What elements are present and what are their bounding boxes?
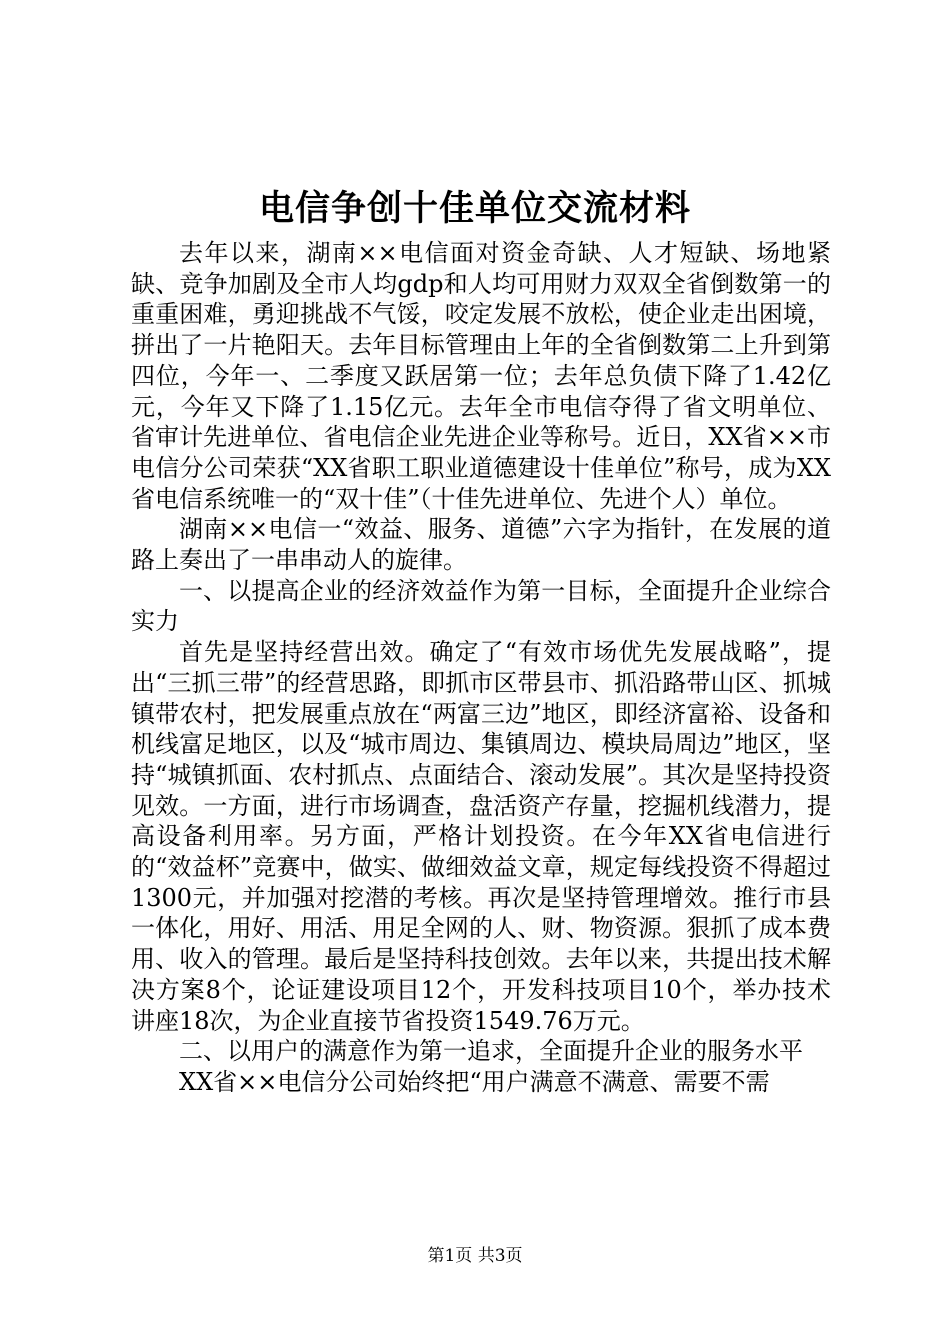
section-heading-1: 一、以提高企业的经济效益作为第一目标，全面提升企业综合实力 bbox=[131, 576, 831, 636]
section-heading-2: 二、以用户的满意作为第一追求，全面提升企业的服务水平 bbox=[179, 1037, 803, 1066]
document-body bbox=[131, 238, 831, 1098]
paragraph-intro: 去年以来，湖南××电信面对资金奇缺、人才短缺、场地紧缺、竞争加剧及全市人均gdp和人均可用财力双双全省倒数第一的重重困难，勇迎挑战不气馁，咬定发展不放松，使企业走出困境，拼出了一片艳阳天。去年目标管理由上年的全省倒数第二上升到第四位，今年一、二季度又跃居第一位；去年总负债下降了1.42亿元，今年又下降了1.15亿元。去年全市电信夺得了省文明单位、省审计先进单位、省电信企业先进企业等称号。近日，XX省××市电信分公司荣获“XX省职工职业道德建设十佳单位”称号，成为XX省电信系统唯一的“双十佳”（十佳先进单位、先进个人）单位。 bbox=[131, 239, 831, 513]
paragraph-service: XX省××电信分公司始终把“用户满意不满意、需要不需 bbox=[179, 1067, 770, 1096]
paragraph-efficiency: 首先是坚持经营出效。确定了“有效市场优先发展战略”，提出“三抓三带”的经营思路，即抓市区带县市、抓沿路带山区、抓城镇带农村，把发展重点放在“两富三边”地区，即经济富裕、设备和机线富足地区，以及“城市周边、集镇周边、模块局周边”地区，坚持“城镇抓面、农村抓点、点面结合、滚动发展”。其次是坚持投资见效。一方面，进行市场调查，盘活资产存量，挖掘机线潜力，提高设备利用率。另方面，严格计划投资。在今年XX省电信进行的“效益杯”竞赛中，做实、做细效益文章，规定每线投资不得超过1300元，并加强对挖潜的考核。再次是坚持管理增效。推行市县一体化，用好、用活、用足全网的人、财、物资源。狠抓了成本费用、收入的管理。最后是坚持科技创效。去年以来，共提出技术解决方案8个，论证建设项目12个，开发科技项目10个，举办技术讲座18次，为企业直接节省投资1549.76万元。 bbox=[131, 638, 831, 1035]
document-title: 电信争创十佳单位交流材料 bbox=[258, 188, 691, 229]
paragraph-guideline: 湖南××电信一“效益、服务、道德”六字为指针，在发展的道路上奏出了一串串动人的旋律。 bbox=[131, 515, 831, 575]
page-number-footer: 第1页 共3页 bbox=[427, 1246, 523, 1266]
